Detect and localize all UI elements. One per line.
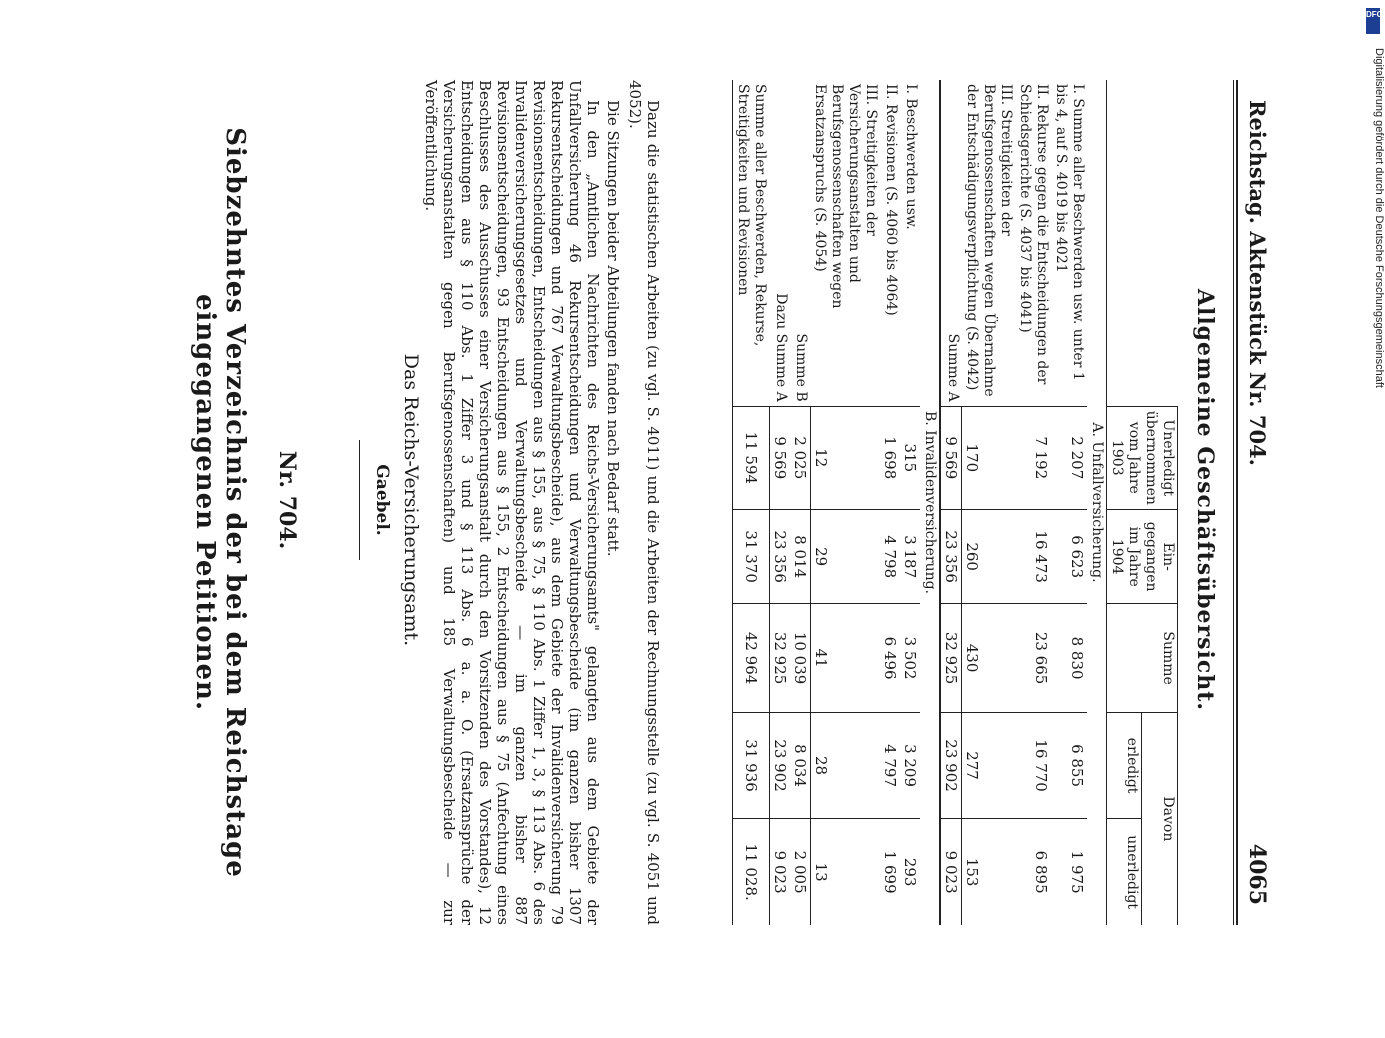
section-a-title: A. Unfallversicherung.	[1089, 422, 1105, 583]
cell: 315	[901, 406, 921, 509]
table-row-total	[733, 80, 770, 925]
row-label: III. Streitigkeiten der Berufsgenossenschaften wegen Übernahme der Entschädigungsverpflichtung (S. 4042)	[964, 84, 1014, 397]
paragraph-publications: In den „Amtlichen Nachrichten des Reichs-Versicherungsamts" gelangten aus dem Gebiete der Unfallversicherung 46 Rekursentscheidungen und Verwaltungsbescheide (im ganzen bisher 1307 Rekursentscheidungen und 767 Verwaltungsbescheide), aus dem Gebiete der Invalidenversicherung 79 Revisionsentscheidungen, Entscheidungen aus § 155, aus § 75, § 110 Abs. 1 Ziffer 1, 3, § 113 Abs. 6 des Invalidenversicherungsgesetzes und Verwaltungsbescheide — im ganzen bisher 887 Revisionsentscheidungen, 93 Entscheidungen aus § 155, 2 Entscheidungen aus § 75 (Anfechtung eines Beschlusses des Ausschusses einer Versicherungsanstalt durch den Vorsitzenden des Vorstandes), 12 Entscheidungen aus § 110 Abs. 1 Ziffer 3 und § 113 Abs. 6 a. a. O. (Ersatzansprüche der Versicherungsanstalten gegen Berufsgenossenschaften) und 185 Verwaltungsbescheide — zur Veröffentlichung.	[422, 80, 602, 925]
table-row	[881, 80, 901, 925]
cell: 16 770	[1015, 712, 1051, 819]
table-row-sum-b	[790, 80, 811, 925]
header-rule-thin	[1233, 80, 1234, 925]
cell: 293	[901, 819, 921, 925]
cell: 7 192	[1015, 406, 1051, 509]
credit-text: Digitalisierung gefördert durch die Deutsche Forschungsgemeinschaft	[1373, 48, 1385, 388]
header-davon: Davon	[1142, 712, 1178, 925]
signature-name: Gaebel.	[372, 464, 392, 536]
header-erledigt: erledigt	[1107, 712, 1143, 819]
header-left: Reichstag. Aktenstück Nr. 704.	[1245, 100, 1270, 466]
cell: 1 699	[881, 819, 901, 925]
statistics-table	[733, 80, 1179, 925]
cell: 6 496	[881, 604, 901, 712]
cell: 170	[962, 406, 1015, 509]
rotated-page-content	[70, 0, 1310, 1000]
cell: 4 798	[881, 509, 901, 603]
dfg-logo: DFG	[1366, 8, 1380, 34]
cell: 1 975	[1051, 819, 1087, 925]
cell: 11 028.	[733, 819, 770, 925]
cell: 32 925	[770, 604, 791, 712]
header-rule	[1236, 80, 1238, 925]
cell: 28	[811, 712, 881, 819]
header-unerledigt-1903: Unerledigt übernommen vom Jahre 1903	[1107, 406, 1178, 509]
header-unerledigt: unerledigt	[1107, 819, 1143, 925]
cell: 1 698	[881, 406, 901, 509]
row-label: Dazu Summe A	[773, 293, 789, 402]
table-row	[811, 80, 881, 925]
row-label: I. Summe aller Beschwerden usw. unter 1 bis 4, auf S. 4019 bis 4021	[1053, 84, 1086, 381]
cell: 3 502	[901, 604, 921, 712]
row-label: Summe A	[945, 333, 961, 402]
cell: 32 925	[941, 604, 963, 712]
cell: 9 023	[941, 819, 963, 925]
table-row	[962, 80, 1015, 925]
signature-authority: Das Reichs-Versicherungsamt.	[400, 353, 422, 647]
table-row	[1051, 80, 1087, 925]
cell: 10 039	[790, 604, 811, 712]
digitization-credit	[1355, 8, 1385, 998]
cell: 13	[811, 819, 881, 925]
row-label: III. Streitigkeiten der Versicherungsanstalten und Berufsgenossenschaften wegen Ersatzanspruchs (S. 4054)	[812, 84, 880, 309]
cell: 6 623	[1051, 509, 1087, 603]
cell: 8 014	[790, 509, 811, 603]
cell: 8 034	[790, 712, 811, 819]
header-label	[1107, 80, 1178, 406]
cell: 430	[962, 604, 1015, 712]
cell: 153	[962, 819, 1015, 925]
cell: 2 005	[790, 819, 811, 925]
cell: 29	[811, 509, 881, 603]
cell: 9 023	[770, 819, 791, 925]
cell: 23 902	[941, 712, 963, 819]
page-header	[1244, 0, 1310, 1000]
cell: 8 830	[1051, 604, 1087, 712]
cell: 23 902	[770, 712, 791, 819]
header-summe: Summe	[1107, 604, 1178, 712]
next-section-title: Siebzehntes Verzeichnis der bei dem Reichstage eingegangenen Petitionen.	[190, 127, 250, 878]
cell: 42 964	[733, 604, 770, 712]
cell: 23 356	[941, 509, 963, 603]
table-header-row	[1142, 80, 1178, 925]
cell: 4 797	[881, 712, 901, 819]
table-row-sum-a	[941, 80, 963, 925]
page-number: 4065	[1244, 843, 1270, 905]
cell: 11 594	[733, 406, 770, 509]
separator-rule	[359, 440, 360, 560]
row-label: Summe B	[793, 333, 810, 402]
cell: 6 855	[1051, 712, 1087, 819]
cell: 23 665	[1015, 604, 1051, 712]
table-title: Allgemeine Geschäftsübersicht.	[1192, 288, 1218, 712]
header-eingegangen-1904: Ein-gegangen im Jahre 1904	[1107, 509, 1178, 603]
row-label: I. Beschwerden usw.	[903, 84, 920, 230]
cell: 23 356	[770, 509, 791, 603]
row-label: Summe aller Beschwerden, Rekurse, Streitigkeiten und Revisionen	[733, 80, 770, 406]
table-row-add-a	[770, 80, 791, 925]
cell: 277	[962, 712, 1015, 819]
cell: 6 895	[1015, 819, 1051, 925]
row-label: II. Revisionen (S. 4060 bis 4064)	[883, 84, 900, 316]
cell: 31 370	[733, 509, 770, 603]
paragraph-statistics: Dazu die statistischen Arbeiten (zu vgl. S. 4011) und die Arbeiten der Rechnungsstelle (zu vgl. S. 4051 und 4052).	[626, 80, 662, 925]
cell: 2 025	[790, 406, 811, 509]
cell: 3 187	[901, 509, 921, 603]
cell: 9 569	[941, 406, 963, 509]
cell: 41	[811, 604, 881, 712]
cell: 31 936	[733, 712, 770, 819]
section-b-title: B. Invalidenversicherung.	[921, 80, 941, 925]
cell: 3 209	[901, 712, 921, 819]
paragraph-sessions: Die Sitzungen beider Abteilungen fanden nach Bedarf statt.	[604, 100, 622, 557]
cell: 9 569	[770, 406, 791, 509]
cell: 16 473	[1015, 509, 1051, 603]
cell: 260	[962, 509, 1015, 603]
table-row	[1015, 80, 1051, 925]
row-label: II. Rekurse gegen die Entscheidungen der Schiedsgerichte (S. 4037 bis 4041)	[1017, 84, 1050, 385]
table-row	[901, 80, 921, 925]
next-section-number: Nr. 704.	[274, 450, 300, 550]
cell: 12	[811, 406, 881, 509]
cell: 2 207	[1051, 406, 1087, 509]
